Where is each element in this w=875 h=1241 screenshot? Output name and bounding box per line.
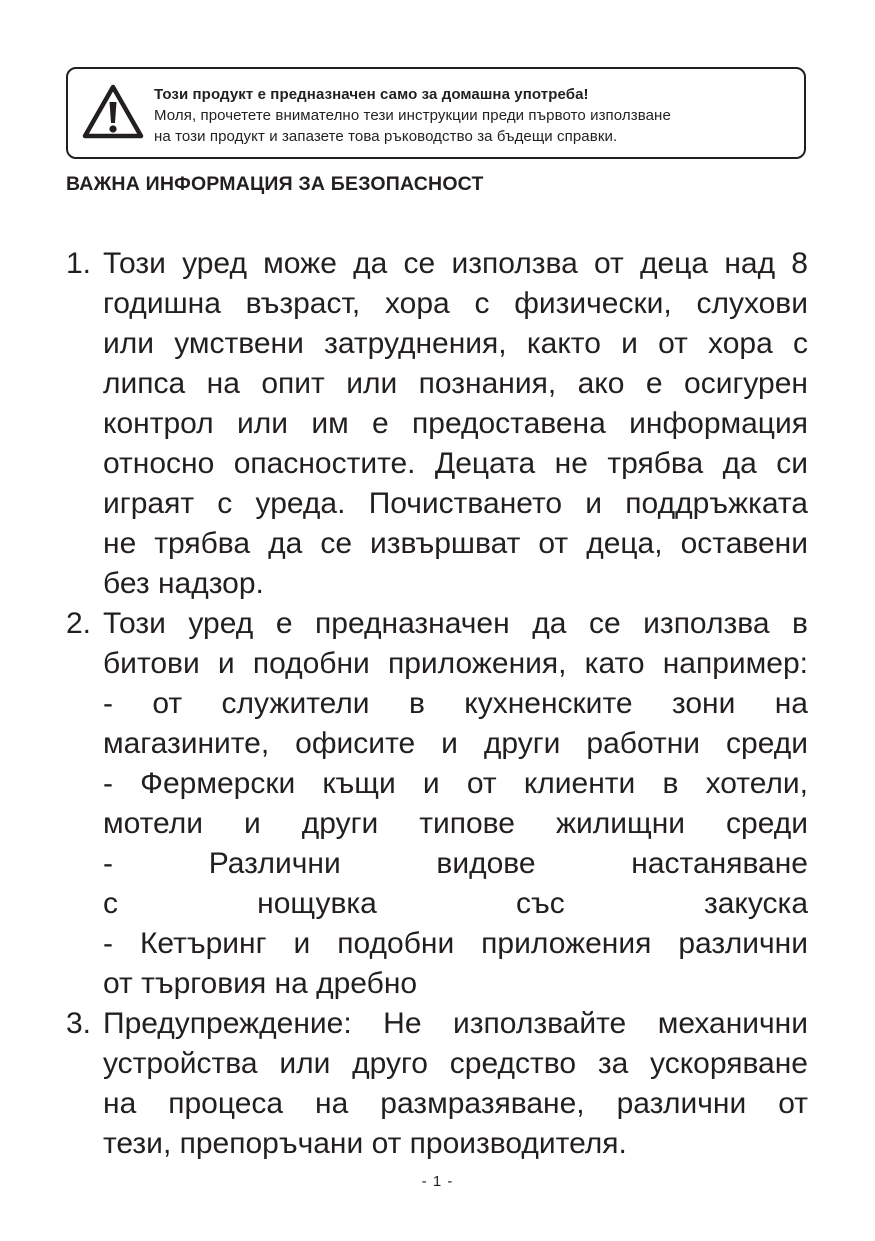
item-line: Този уред може да се използва от деца над 8 <box>103 247 808 280</box>
item-line: - Кетъринг и подобни приложения различни <box>103 927 808 960</box>
item-line: - от служители в кухненските зони на <box>103 687 808 720</box>
item-line: липса на опит или познания, ако е осигурен <box>103 367 808 400</box>
list-item-3 <box>66 1004 808 1164</box>
item-line: битови и подобни приложения, като например: <box>103 647 808 680</box>
warning-triangle-icon <box>81 83 145 141</box>
item-line: относно опасностите. Децата не трябва да си <box>103 447 808 480</box>
item-line: или умствени затруднения, както и от хора с <box>103 327 808 360</box>
item-line: мотели и други типове жилищни среди <box>103 807 808 840</box>
item-line: контрол или им е предоставена информация <box>103 407 808 440</box>
item-number: 1. <box>66 247 92 280</box>
list-item-2 <box>66 604 808 1004</box>
item-line: Предупреждение: Не използвайте механични <box>103 1007 808 1040</box>
page-number: - 1 - <box>421 1173 454 1190</box>
item-line: не трябва да се извършват от деца, оставени <box>103 527 808 560</box>
warning-line-2: на този продукт и запазете това ръководство за бъдещи справки. <box>154 128 618 145</box>
section-title: ВАЖНА ИНФОРМАЦИЯ ЗА БЕЗОПАСНОСТ <box>66 173 484 195</box>
item-line: от търговия на дребно <box>103 967 418 1000</box>
item-line: без надзор. <box>103 567 264 600</box>
item-number: 2. <box>66 607 92 640</box>
warning-line-1: Моля, прочетете внимателно тези инструкции преди първото използване <box>154 107 671 124</box>
item-line: устройства или друго средство за ускоряване <box>103 1047 808 1080</box>
item-line: на процеса на размразяване, различни от <box>103 1087 808 1120</box>
list-item-1 <box>66 244 808 604</box>
warning-box <box>66 67 806 159</box>
item-line: - Различни видове настаняване <box>103 847 808 880</box>
item-line: - Фермерски къщи и от клиенти в хотели, <box>103 767 808 800</box>
warning-title: Този продукт е предназначен само за домашна употреба! <box>154 86 589 103</box>
item-line: годишна възраст, хора с физически, слухови <box>103 287 808 320</box>
item-line: Този уред е предназначен да се използва в <box>103 607 808 640</box>
safety-list <box>66 244 808 1164</box>
warning-text <box>154 84 796 147</box>
item-line: магазините, офисите и други работни среди <box>103 727 808 760</box>
item-line: тези, препоръчани от производителя. <box>103 1127 627 1160</box>
item-number: 3. <box>66 1007 92 1040</box>
item-line: играят с уреда. Почистването и поддръжката <box>103 487 808 520</box>
item-line: с нощувка със закуска <box>103 887 808 920</box>
